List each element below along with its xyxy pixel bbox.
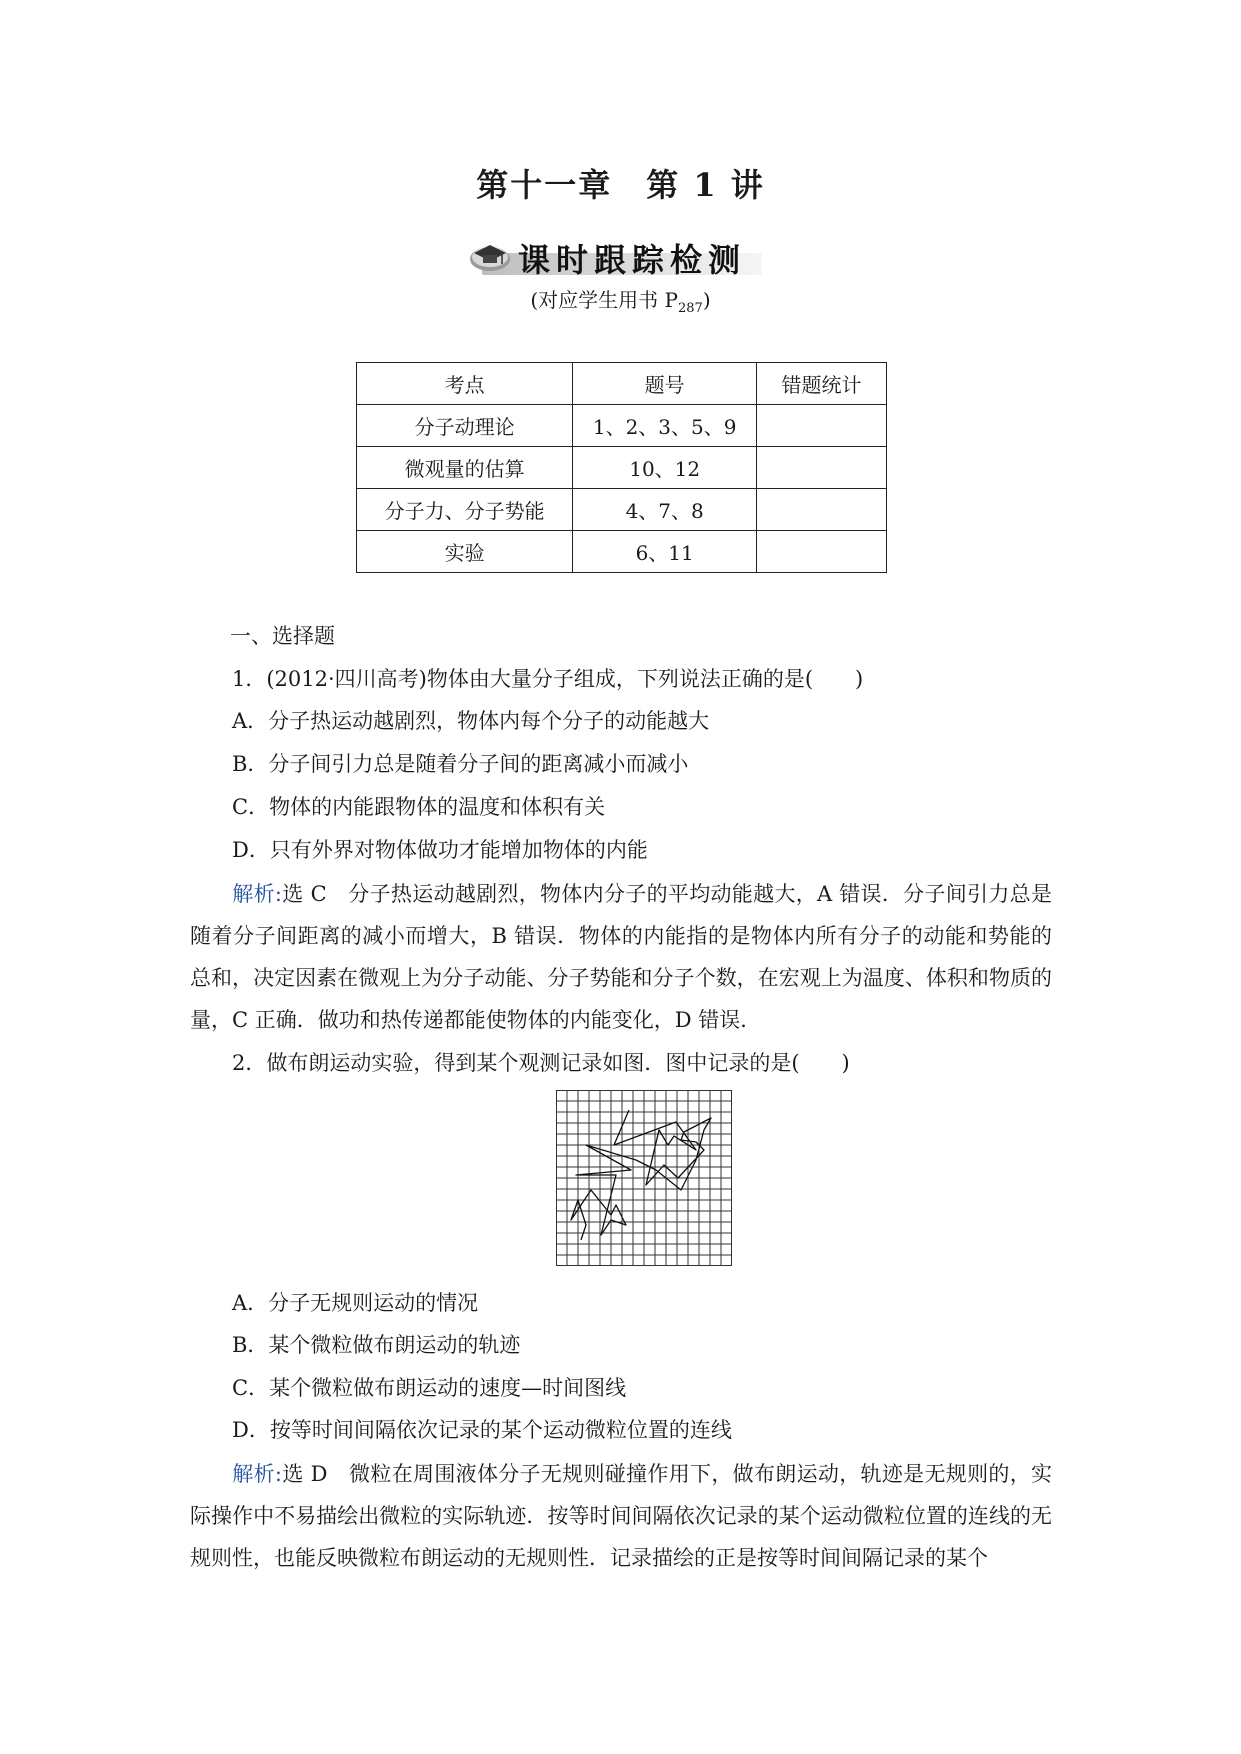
question-2-option-a: A．分子无规则运动的情况 bbox=[232, 1291, 479, 1315]
row-topic: 分子动理论 bbox=[357, 405, 573, 447]
question-1-option-b: B．分子间引力总是随着分子间的距离减小而减小 bbox=[232, 752, 689, 776]
row-topic: 分子力、分子势能 bbox=[357, 489, 573, 531]
section-heading: 一、选择题 bbox=[230, 624, 335, 648]
section-banner bbox=[468, 233, 764, 277]
particle-trajectory bbox=[571, 1110, 711, 1240]
row-topic: 实验 bbox=[357, 531, 573, 573]
row-questions: 4、7、8 bbox=[573, 489, 757, 531]
question-2-option-b: B．某个微粒做布朗运动的轨迹 bbox=[232, 1333, 521, 1357]
question-2-analysis bbox=[190, 1453, 1052, 1579]
topic-stats-table bbox=[356, 362, 887, 573]
question-2-stem: 2．做布朗运动实验，得到某个观测记录如图．图中记录的是( ) bbox=[232, 1051, 850, 1075]
question-1-option-d: D．只有外界对物体做功才能增加物体的内能 bbox=[232, 838, 648, 862]
row-questions: 10、12 bbox=[573, 447, 757, 489]
book-ref-suffix: ) bbox=[702, 288, 711, 312]
row-errors bbox=[757, 447, 887, 489]
table-header-row bbox=[357, 363, 887, 405]
header-questions: 题号 bbox=[573, 363, 757, 405]
question-1-option-c: C．物体的内能跟物体的温度和体积有关 bbox=[232, 795, 606, 819]
question-2-option-c: C．某个微粒做布朗运动的速度—时间图线 bbox=[232, 1376, 627, 1400]
page-title: 第十一章 第 1 讲 bbox=[476, 166, 765, 204]
row-errors bbox=[757, 489, 887, 531]
row-errors bbox=[757, 405, 887, 447]
row-errors bbox=[757, 531, 887, 573]
graduation-cap-icon bbox=[468, 237, 512, 273]
table-row bbox=[357, 447, 887, 489]
row-topic: 微观量的估算 bbox=[357, 447, 573, 489]
question-1-option-a: A．分子热运动越剧烈，物体内每个分子的动能越大 bbox=[232, 709, 710, 733]
analysis-label: 解析: bbox=[232, 882, 282, 906]
header-errors: 错题统计 bbox=[757, 363, 887, 405]
analysis-text: 选 D 微粒在周围液体分子无规则碰撞作用下，做布朗运动，轨迹是无规则的，实际操作中不易描绘出微粒的实际轨迹．按等时间间隔依次记录的某个运动微粒位置的连线的无规则性，也能反映微粒布朗运动的无规则性．记录描绘的正是按等时间间隔记录的某个 bbox=[190, 1462, 1053, 1570]
row-questions: 1、2、3、5、9 bbox=[573, 405, 757, 447]
table-row bbox=[357, 531, 887, 573]
row-questions: 6、11 bbox=[573, 531, 757, 573]
question-2-option-d: D．按等时间间隔依次记录的某个运动微粒位置的连线 bbox=[232, 1418, 732, 1442]
table-row bbox=[357, 405, 887, 447]
question-1-stem: 1．(2012·四川高考)物体由大量分子组成，下列说法正确的是( ) bbox=[232, 667, 864, 691]
header-topic: 考点 bbox=[357, 363, 573, 405]
analysis-text: 选 C 分子热运动越剧烈，物体内分子的平均动能越大，A 错误．分子间引力总是随着分子间距离的减小而增大，B 错误．物体的内能指的是物体内所有分子的动能和势能的总和，决定因素在微观上为分子动能、分子势能和分子个数，在宏观上为温度、体积和物质的量，C 正确．做功和热传递都能使物体的内能变化，D 错误． bbox=[190, 882, 1052, 1032]
analysis-label: 解析: bbox=[232, 1462, 283, 1486]
question-1-analysis bbox=[190, 873, 1052, 1041]
book-ref-prefix: (对应学生用书 P bbox=[530, 288, 678, 312]
book-reference bbox=[0, 284, 1241, 316]
book-ref-page: 287 bbox=[677, 301, 703, 316]
table-row bbox=[357, 489, 887, 531]
brownian-motion-figure bbox=[556, 1090, 732, 1266]
banner-title: 课时跟踪检测 bbox=[518, 241, 747, 279]
